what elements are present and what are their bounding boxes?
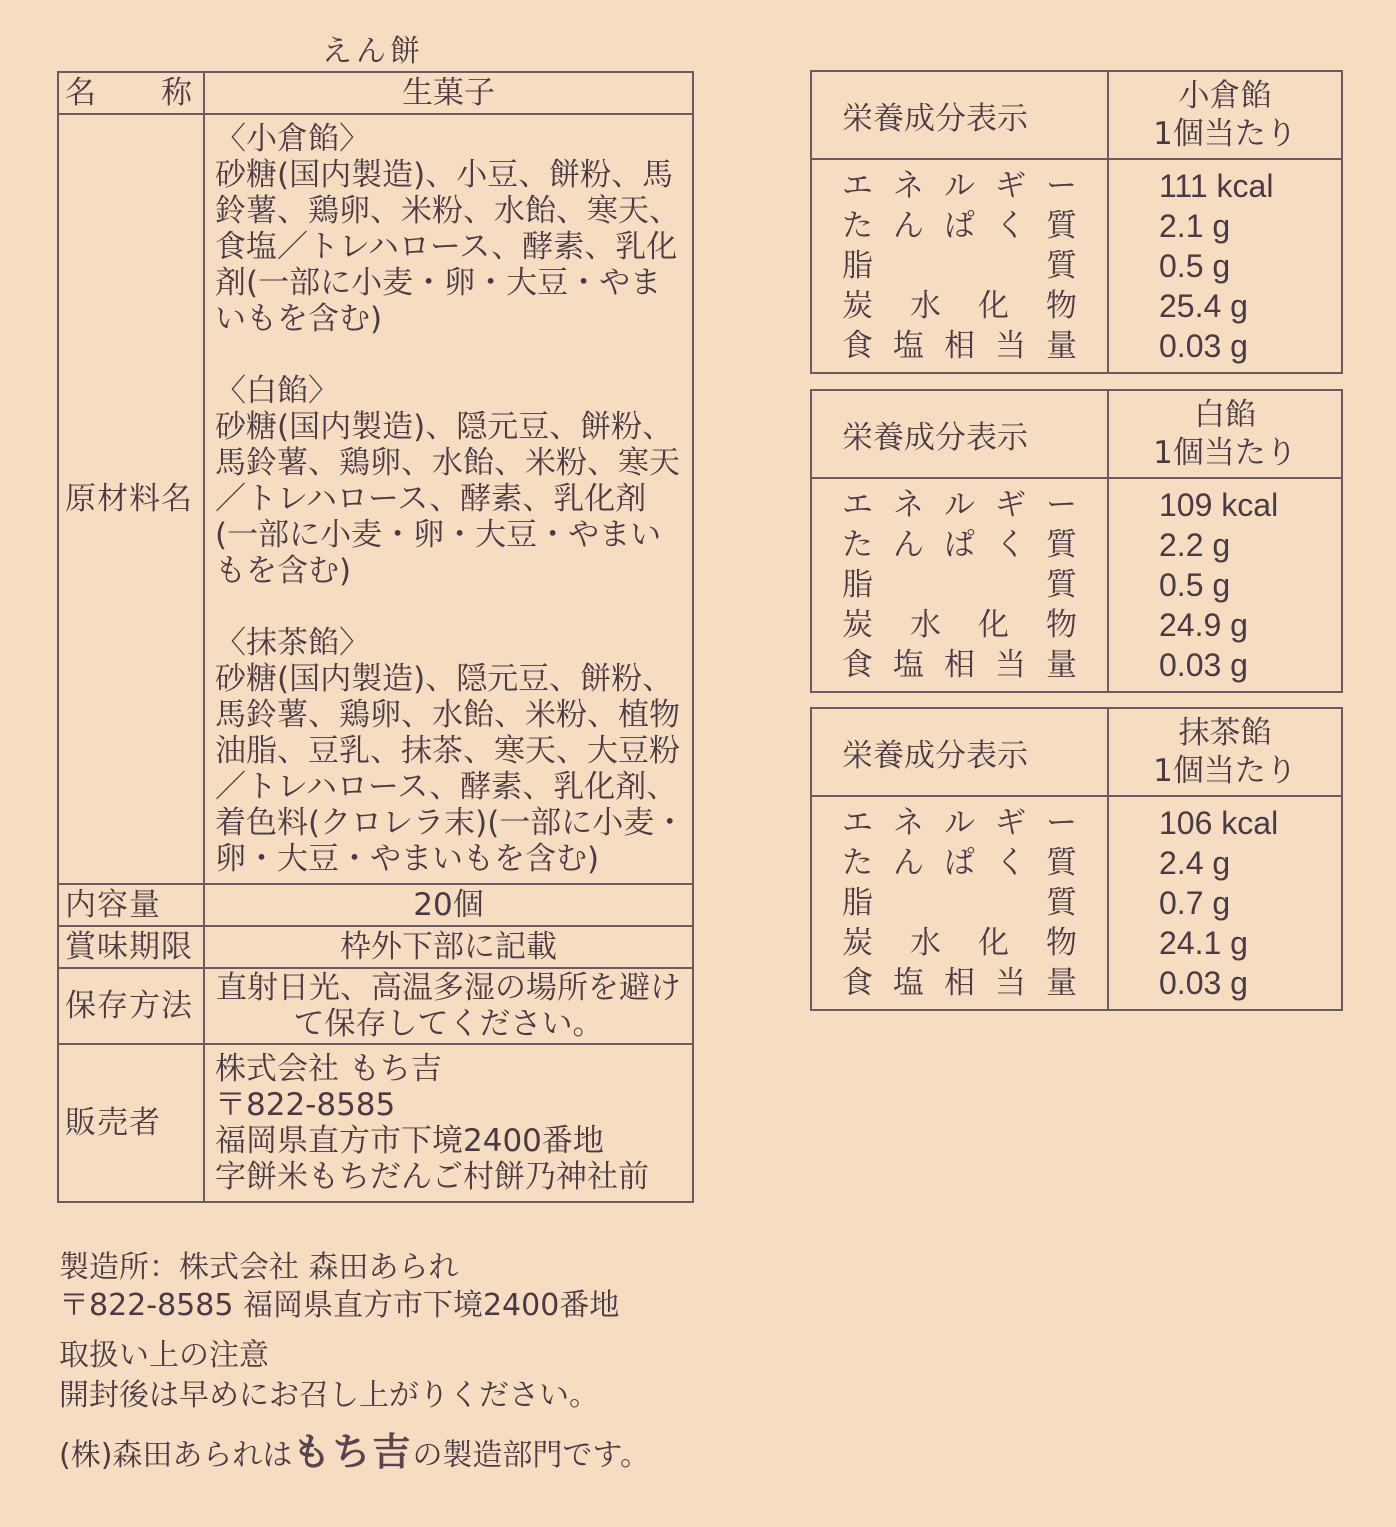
note-suffix: の製造部門です。 [412, 1438, 651, 1473]
nutrition-header: 栄養成分表示 [811, 708, 1108, 796]
nutrient-name: エ ネ ル ギ ー [842, 168, 1077, 204]
ingredient-title: 〈小倉餡〉 [215, 121, 370, 157]
nutrient-value: 24.9 g [1159, 607, 1248, 643]
nutrition-flavor [1108, 390, 1342, 478]
per-unit: 1個当たり [1153, 116, 1297, 152]
per-unit: 1個当たり [1153, 753, 1297, 789]
nutrient-value: 0.7 g [1159, 885, 1231, 921]
nutrient-name: た ん ぱ く 質 [842, 527, 1077, 563]
flavor-name: 小倉餡 [1178, 78, 1272, 114]
nutrient-value: 0.03 g [1159, 965, 1248, 1001]
storage-value: 直射日光、高温多湿の場所を避けて保存してください。 [204, 968, 693, 1044]
nutrient-name: 食 塩 相 当 量 [842, 647, 1077, 683]
product-label-table [57, 71, 694, 1203]
nutrition-flavor [1108, 708, 1342, 796]
nutrient-value: 25.4 g [1159, 288, 1248, 324]
nutrient-name: 食 塩 相 当 量 [842, 965, 1077, 1001]
nutrient-values [1108, 478, 1342, 692]
nutrient-value: 24.1 g [1159, 925, 1248, 961]
nutrient-name: 脂 質 [842, 248, 1077, 284]
nutrient-names [811, 796, 1108, 1010]
ingredient-text: 砂糖(国内製造)、隠元豆、餅粉、馬鈴薯、鶏卵、水飴、米粉、寒天／トレハロース、酵素、乳化剤(一部に小麦・卵・大豆・やまいもを含む) [215, 409, 680, 589]
seller-line: 株式会社 もち吉 [215, 1051, 442, 1087]
expiry-key: 賞味期限 [58, 926, 204, 968]
nutrient-name: 炭 水 化 物 [842, 288, 1077, 324]
nutrient-values [1108, 796, 1342, 1010]
ingredient-title: 〈白餡〉 [215, 373, 339, 409]
ingredient-text: 砂糖(国内製造)、隠元豆、餅粉、馬鈴薯、鶏卵、水飴、米粉、植物油脂、豆乳、抹茶、寒天、大豆粉／トレハロース、酵素、乳化剤、着色料(クロレラ末)(一部に小麦・卵・大豆・やまいもを含む) [215, 661, 686, 877]
nutrient-name: 脂 質 [842, 885, 1077, 921]
brand-logo: もち吉 [292, 1429, 413, 1474]
nutrient-name: た ん ぱ く 質 [842, 845, 1077, 881]
ingredient-block-shiro [215, 373, 686, 589]
nutrient-name: 脂 質 [842, 567, 1077, 603]
flavor-name: 抹茶餡 [1178, 715, 1272, 751]
per-unit: 1個当たり [1153, 435, 1297, 471]
quantity-value: 20個 [204, 884, 693, 926]
flavor-name: 白餡 [1194, 397, 1256, 433]
storage-key: 保存方法 [58, 968, 204, 1044]
nutrition-table-shiro [810, 389, 1343, 693]
nutrient-name: エ ネ ル ギ ー [842, 487, 1077, 523]
company-note [59, 1429, 651, 1476]
nutrition-table-matcha [810, 707, 1343, 1011]
nutrient-names [811, 478, 1108, 692]
name-key [58, 72, 204, 114]
nutrient-value: 0.03 g [1159, 328, 1248, 364]
nutrition-header: 栄養成分表示 [811, 71, 1108, 159]
ingredient-block-ogura [215, 121, 686, 337]
nutrition-flavor [1108, 71, 1342, 159]
nutrient-name: 炭 水 化 物 [842, 925, 1077, 961]
name-key-text: 名 称 [65, 75, 193, 111]
caution-title: 取扱い上の注意 [59, 1338, 269, 1373]
nutrient-value: 0.03 g [1159, 647, 1248, 683]
nutrient-value: 111 kcal [1159, 168, 1274, 204]
nutrient-value: 2.1 g [1159, 208, 1231, 244]
ingredient-block-matcha [215, 625, 686, 877]
nutrition-header: 栄養成分表示 [811, 390, 1108, 478]
nutrient-name: エ ネ ル ギ ー [842, 805, 1077, 841]
nutrient-value: 0.5 g [1159, 248, 1231, 284]
seller-line: 字餅米もちだんご村餅乃神社前 [215, 1159, 649, 1195]
nutrient-value: 106 kcal [1159, 805, 1279, 841]
caution-text: 開封後は早めにお召し上がりください。 [59, 1378, 599, 1413]
nutrient-value: 0.5 g [1159, 567, 1231, 603]
nutrient-name: 食 塩 相 当 量 [842, 328, 1077, 364]
ingredient-title: 〈抹茶餡〉 [215, 625, 370, 661]
name-value: 生菓子 [204, 72, 693, 114]
nutrient-values [1108, 159, 1342, 373]
ingredients-key: 原材料名 [58, 114, 204, 884]
quantity-key: 内容量 [58, 884, 204, 926]
manufacturer: 製造所：株式会社 森田あられ [59, 1250, 459, 1285]
nutrient-value: 2.4 g [1159, 845, 1231, 881]
nutrient-value: 2.2 g [1159, 527, 1231, 563]
seller-cell [204, 1044, 693, 1202]
note-prefix: (株)森田あられは [59, 1438, 293, 1473]
expiry-value: 枠外下部に記載 [204, 926, 693, 968]
manufacturer-address: 〒822-8585 福岡県直方市下境2400番地 [59, 1288, 620, 1323]
nutrient-value: 109 kcal [1159, 487, 1279, 523]
seller-line: 福岡県直方市下境2400番地 [215, 1123, 604, 1159]
ingredient-text: 砂糖(国内製造)、小豆、餅粉、馬鈴薯、鶏卵、米粉、水飴、寒天、食塩／トレハロース、酵素、乳化剤(一部に小麦・卵・大豆・やまいもを含む) [215, 157, 680, 337]
nutrient-name: 炭 水 化 物 [842, 607, 1077, 643]
product-name: えん餅 [322, 34, 424, 69]
ingredients-cell [204, 114, 693, 884]
nutrient-names [811, 159, 1108, 373]
seller-line: 〒822-8585 [215, 1087, 396, 1123]
nutrient-name: た ん ぱ く 質 [842, 208, 1077, 244]
nutrition-table-ogura [810, 70, 1343, 374]
seller-key: 販売者 [58, 1044, 204, 1202]
